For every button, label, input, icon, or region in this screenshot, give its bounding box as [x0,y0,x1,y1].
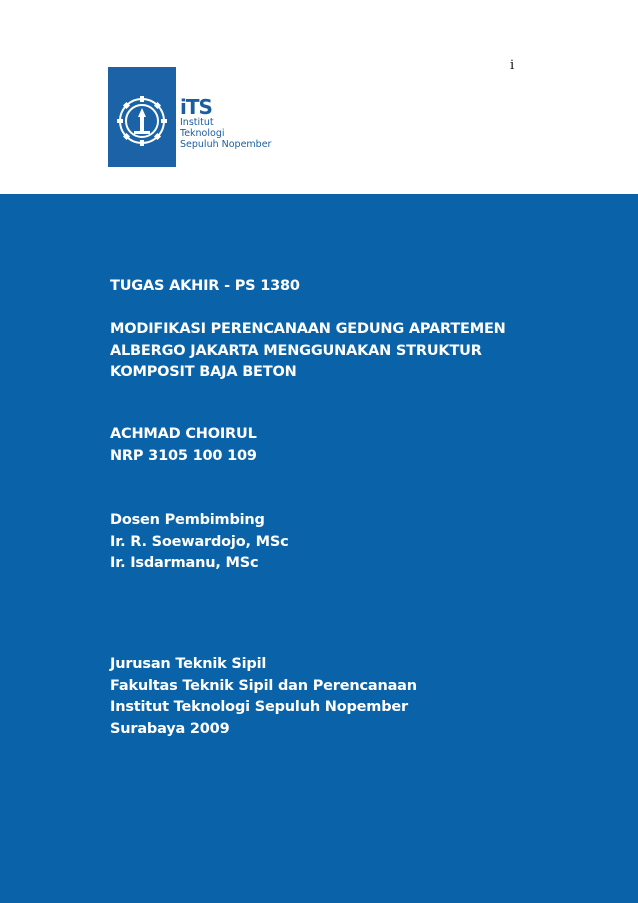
supervisor-block [110,510,289,575]
page-number: i [510,58,515,73]
institution-line: Jurusan Teknik Sipil [110,656,267,672]
supervisor-name: Ir. Isdarmanu, MSc [110,555,259,571]
author-block [110,424,257,467]
supervisor-heading: Dosen Pembimbing [110,512,265,528]
author-name: ACHMAD CHOIRUL [110,426,257,442]
thesis-title [110,319,506,384]
logo-line: Sepuluh Nopember [180,139,272,150]
supervisor-name: Ir. R. Soewardojo, MSc [110,533,289,550]
author-nrp: NRP 3105 100 109 [110,447,257,464]
cover-panel [0,194,638,903]
institution-block [110,654,417,740]
thesis-label: TUGAS AKHIR - PS 1380 [110,278,300,294]
institution-line: Fakultas Teknik Sipil dan Perencanaan [110,677,417,694]
its-logo [108,67,288,167]
logo-text [180,97,271,150]
institution-line: Surabaya 2009 [110,720,230,737]
logo-abbreviation: iTS [180,95,212,119]
title-line: KOMPOSIT BAJA BETON [110,364,297,380]
title-line: ALBERGO JAKARTA MENGGUNAKAN STRUKTUR [110,342,482,359]
logo-line: Teknologi [180,128,225,139]
title-line: MODIFIKASI PERENCANAAN GEDUNG APARTEMEN [110,321,506,337]
its-emblem-icon [108,67,176,167]
institution-line: Institut Teknologi Sepuluh Nopember [110,699,408,715]
logo-line: Institut [180,117,214,128]
thesis-label-block [110,276,300,298]
